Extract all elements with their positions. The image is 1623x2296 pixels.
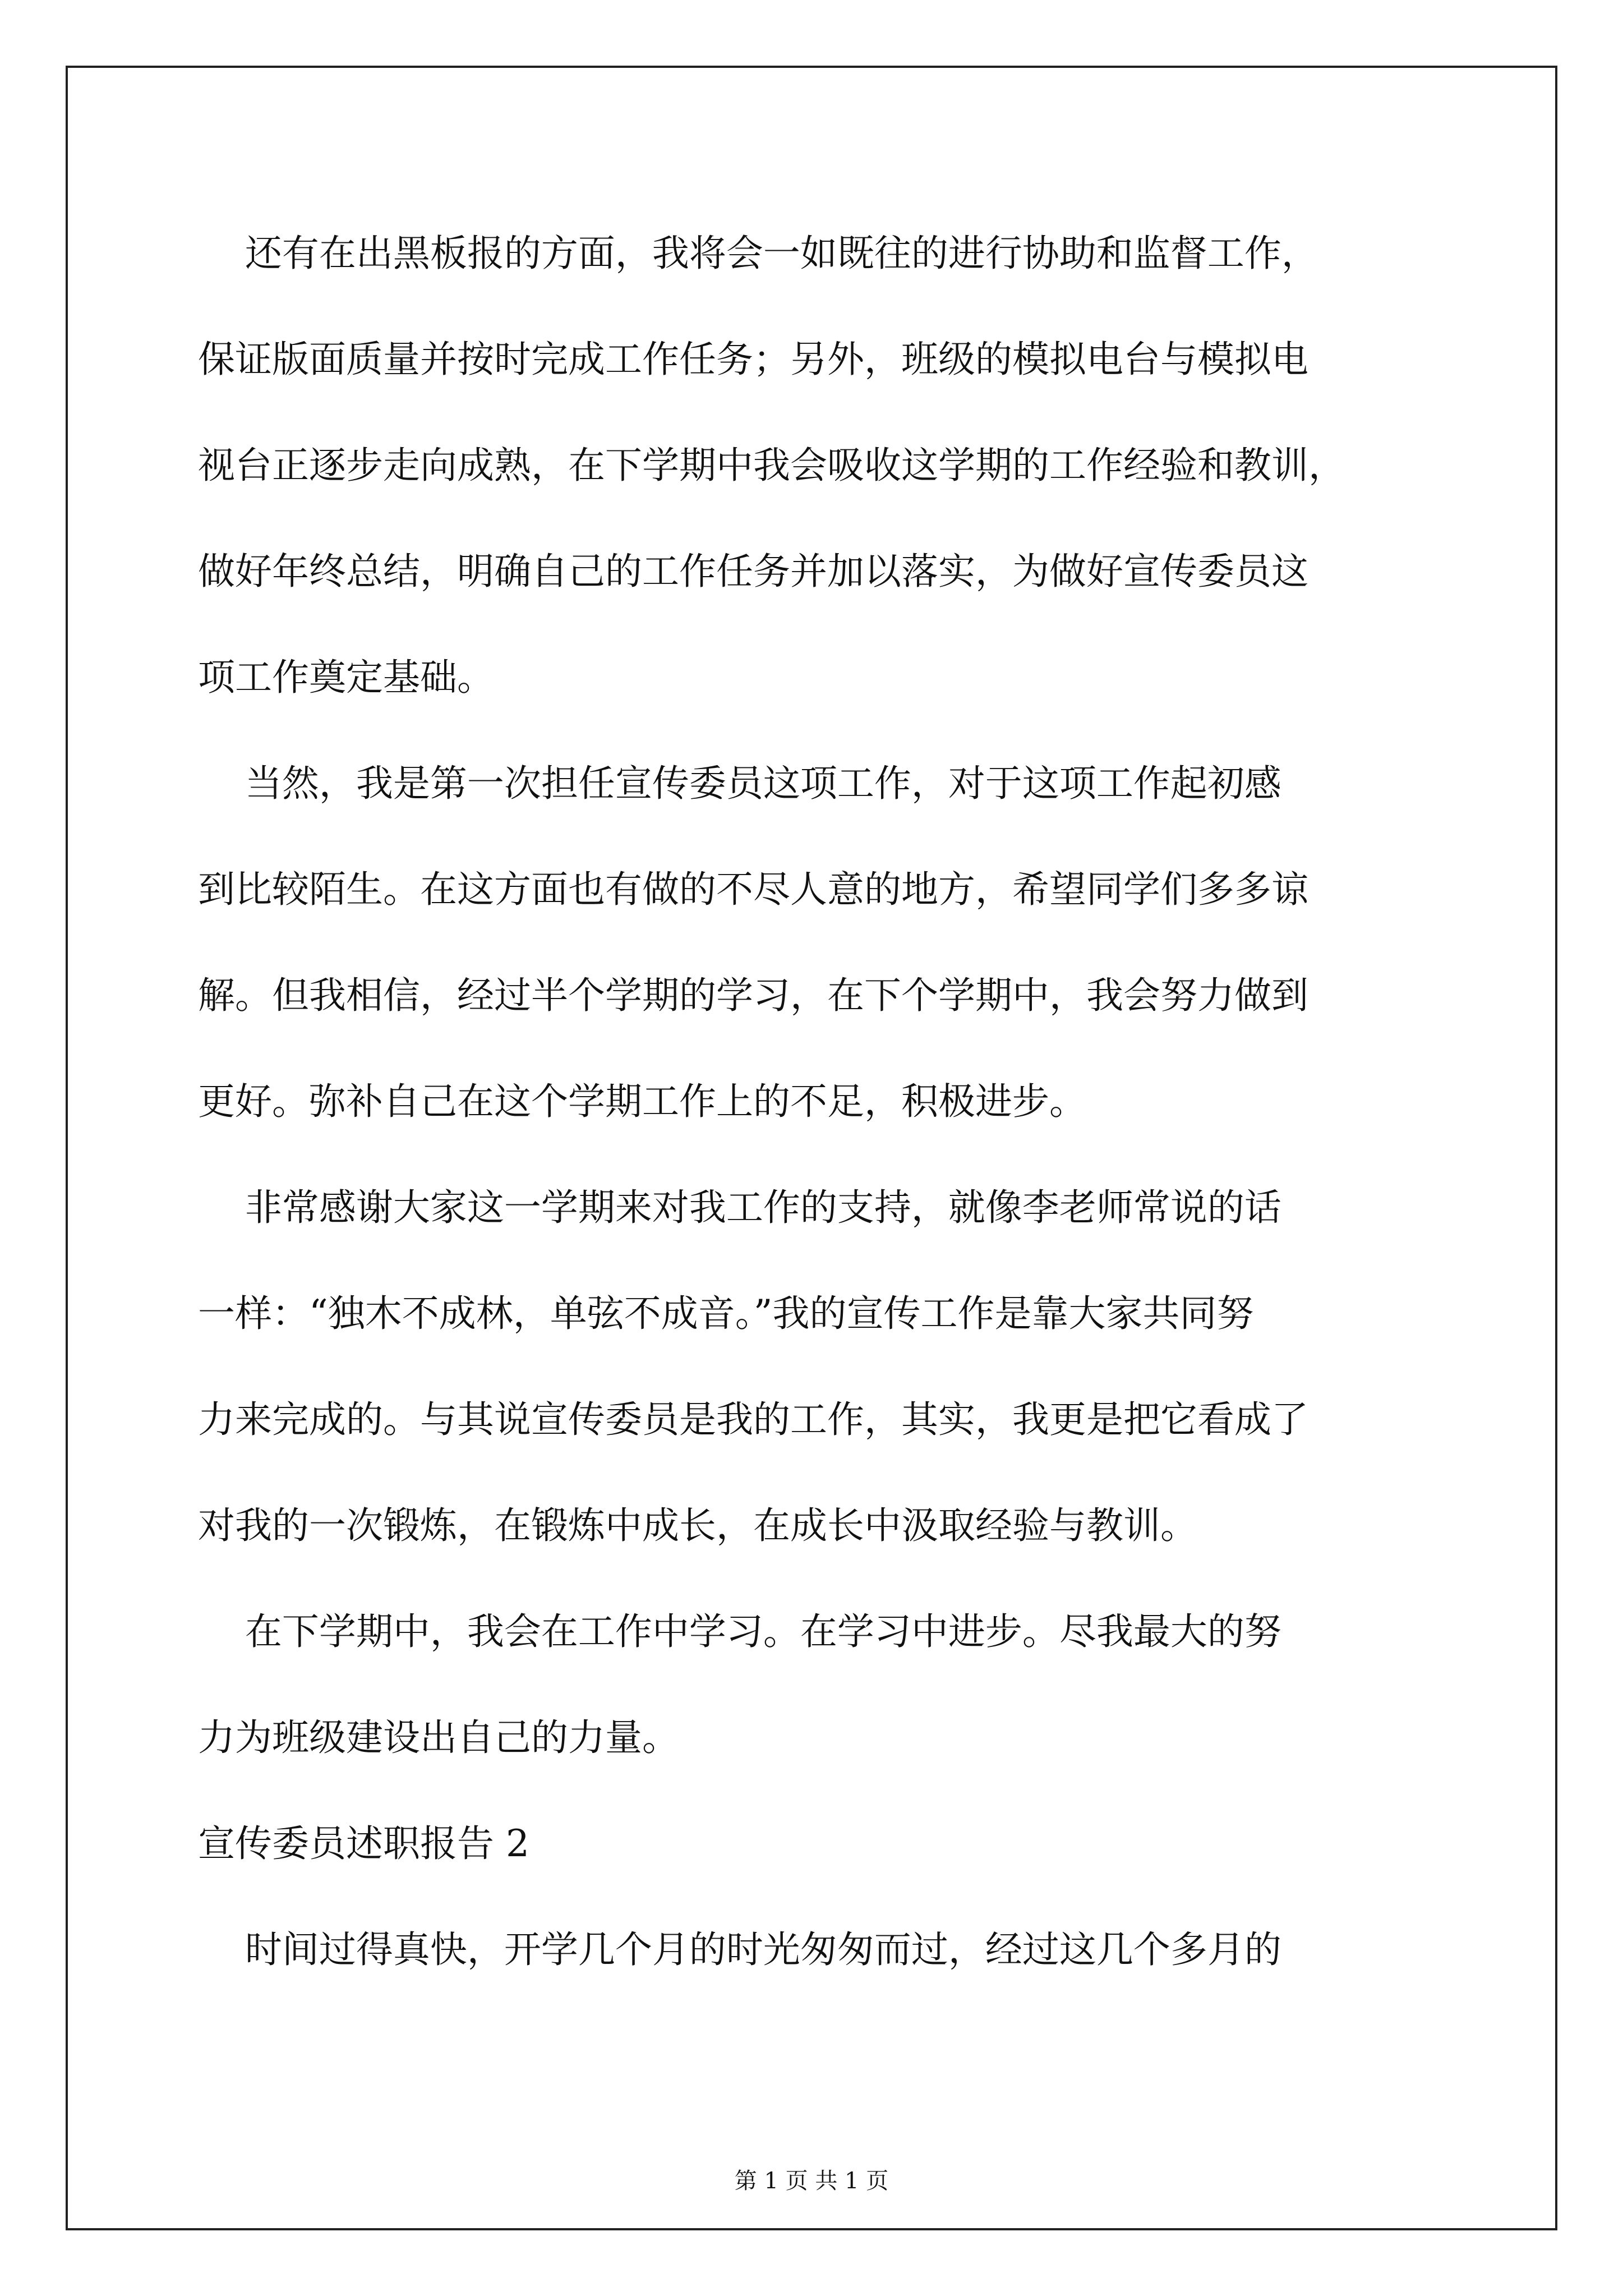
paragraph-line: 当然，我是第一次担任宣传委员这项工作，对于这项工作起初感 — [198, 762, 1281, 805]
section-heading: 宣传委员述职报告 2 — [198, 1822, 529, 1865]
paragraph-line: 还有在出黑板报的方面，我将会一如既往的进行协助和监督工作， — [198, 232, 1318, 275]
paragraph-line: 一样：“独木不成林，单弦不成音。”我的宣传工作是靠大家共同努 — [198, 1292, 1254, 1335]
paragraph-line: 视台正逐步走向成熟，在下学期中我会吸收这学期的工作经验和教训， — [198, 444, 1345, 487]
paragraph-line: 在下学期中，我会在工作中学习。在学习中进步。尽我最大的努 — [198, 1610, 1281, 1653]
paragraph-line: 时间过得真快，开学几个月的时光匆匆而过，经过这几个多月的 — [198, 1928, 1281, 1971]
paragraph-line: 项工作奠定基础。 — [198, 656, 494, 699]
paragraph-line: 保证版面质量并按时完成工作任务；另外，班级的模拟电台与模拟电 — [198, 338, 1308, 381]
paragraph-line: 对我的一次锻炼，在锻炼中成长，在成长中汲取经验与教训。 — [198, 1504, 1197, 1547]
paragraph-line: 非常感谢大家这一学期来对我工作的支持，就像李老师常说的话 — [198, 1186, 1281, 1229]
paragraph-line: 做好年终总结，明确自己的工作任务并加以落实，为做好宣传委员这 — [198, 550, 1308, 593]
paragraph-line: 更好。弥补自己在这个学期工作上的不足，积极进步。 — [198, 1080, 1086, 1123]
page-footer: 第 1 页 共 1 页 — [734, 2168, 889, 2194]
paragraph-line: 力来完成的。与其说宣传委员是我的工作，其实，我更是把它看成了 — [198, 1398, 1308, 1441]
paragraph-line: 力为班级建设出自己的力量。 — [198, 1716, 679, 1759]
paragraph-line: 到比较陌生。在这方面也有做的不尽人意的地方，希望同学们多多谅 — [198, 868, 1308, 911]
paragraph-line: 解。但我相信，经过半个学期的学习，在下个学期中，我会努力做到 — [198, 974, 1308, 1017]
